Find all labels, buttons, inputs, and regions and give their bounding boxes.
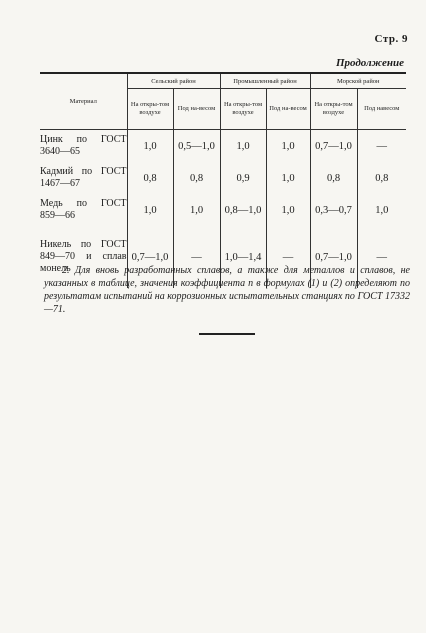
table-row (40, 194, 406, 226)
end-rule (199, 333, 255, 335)
value-cell: 0,3—0,7 (310, 194, 357, 226)
value-cell: 1,0 (266, 194, 310, 226)
value-cell: 1,0 (266, 130, 310, 163)
value-cell: 0,8—1,0 (220, 194, 266, 226)
value-cell: 0,7—1,0 (310, 226, 357, 288)
value-cell: 1,0—1,4 (220, 226, 266, 288)
table-row (40, 162, 406, 194)
value-cell: 1,0 (357, 194, 406, 226)
subheader-open-air: На откры-том воздухе (127, 89, 173, 130)
value-cell: 0,8 (310, 162, 357, 194)
value-cell: — (266, 226, 310, 288)
note-paragraph: 2. Для вновь разработанных сплавов, а также для металлов и сплавов, не указанных в таблице, значения коэффициента n в формулах (1) и (2) определяют по результатам испытаний на коррозионных испытательных станциях по ГОСТ 17332—71. (44, 265, 410, 315)
group-header-marine: Морской район (310, 73, 406, 89)
material-name: Цинк по ГОСТ 3640—65 (40, 134, 127, 157)
value-cell: — (357, 226, 406, 288)
value-cell: 0,8 (357, 162, 406, 194)
material-name: Медь по ГОСТ 859—66 (40, 198, 127, 221)
subheader-open-air: На откры-том воздухе (310, 89, 357, 130)
page-number: Стр. 9 (374, 33, 408, 45)
value-cell: 1,0 (127, 130, 173, 163)
value-cell: 0,8 (127, 162, 173, 194)
subheader-under-shelter: Под на-весом (173, 89, 220, 130)
value-cell: 0,7—1,0 (310, 130, 357, 163)
value-cell: 1,0 (173, 194, 220, 226)
material-name: Кадмий по ГОСТ 1467—67 (40, 166, 127, 189)
value-cell: 0,8 (173, 162, 220, 194)
group-header-industrial: Промышленный район (220, 73, 310, 89)
value-cell: — (173, 226, 220, 288)
subheader-under-shelter: Под на-весом (266, 89, 310, 130)
continuation-label: Продолжение (335, 57, 404, 69)
subheader-open-air: На откры-том воздухе (220, 89, 266, 130)
value-cell: 1,0 (266, 162, 310, 194)
value-cell: 0,5—1,0 (173, 130, 220, 163)
subheader-under-shelter: Под навесом (357, 89, 406, 130)
value-cell: 1,0 (220, 130, 266, 163)
value-cell: 0,7—1,0 (127, 226, 173, 288)
material-column-header: Материал (40, 73, 127, 130)
value-cell: 1,0 (127, 194, 173, 226)
table-row (40, 130, 406, 163)
group-header-rural: Сельский район (127, 73, 220, 89)
value-cell: — (357, 130, 406, 163)
value-cell: 0,9 (220, 162, 266, 194)
material-name: Никель по ГОСТ 849—70 и сплав монель (40, 239, 127, 274)
coefficient-table (40, 72, 406, 288)
